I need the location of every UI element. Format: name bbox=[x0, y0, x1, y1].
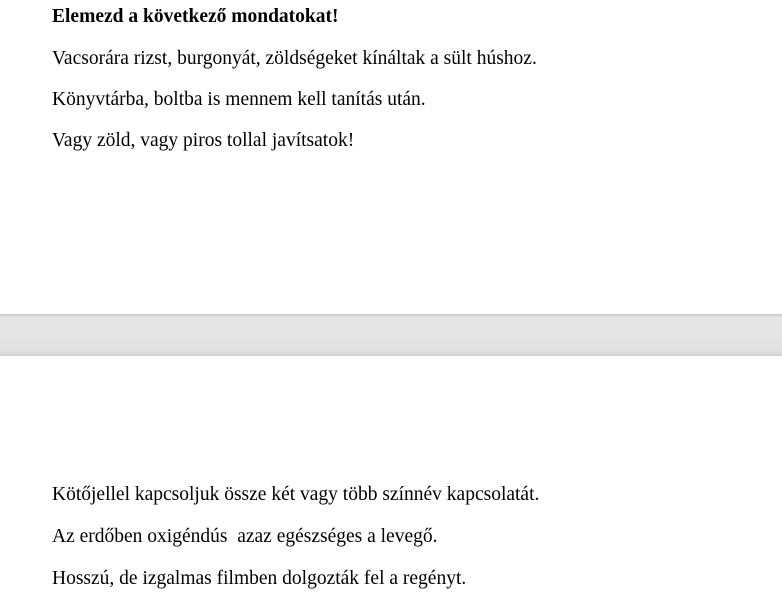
sentence-3: Vagy zöld, vagy piros tollal javítsatok! bbox=[52, 130, 355, 151]
document-page-2 bbox=[0, 356, 782, 596]
sentence-1: Vacsorára rizst, burgonyát, zöldségeket kínáltak a sült húshoz. bbox=[52, 48, 537, 69]
exercise-heading: Elemezd a következő mondatokat! bbox=[52, 6, 339, 27]
sentence-5: Az erdőben oxigéndús azaz egészséges a levegő. bbox=[52, 526, 438, 547]
page-separator bbox=[0, 314, 782, 356]
sentence-4: Kötőjellel kapcsoljuk össze két vagy több színnév kapcsolatát. bbox=[52, 484, 540, 505]
sentence-6: Hosszú, de izgalmas filmben dolgozták fel a regényt. bbox=[52, 568, 467, 589]
sentence-2: Könyvtárba, boltba is mennem kell tanítás után. bbox=[52, 89, 426, 110]
